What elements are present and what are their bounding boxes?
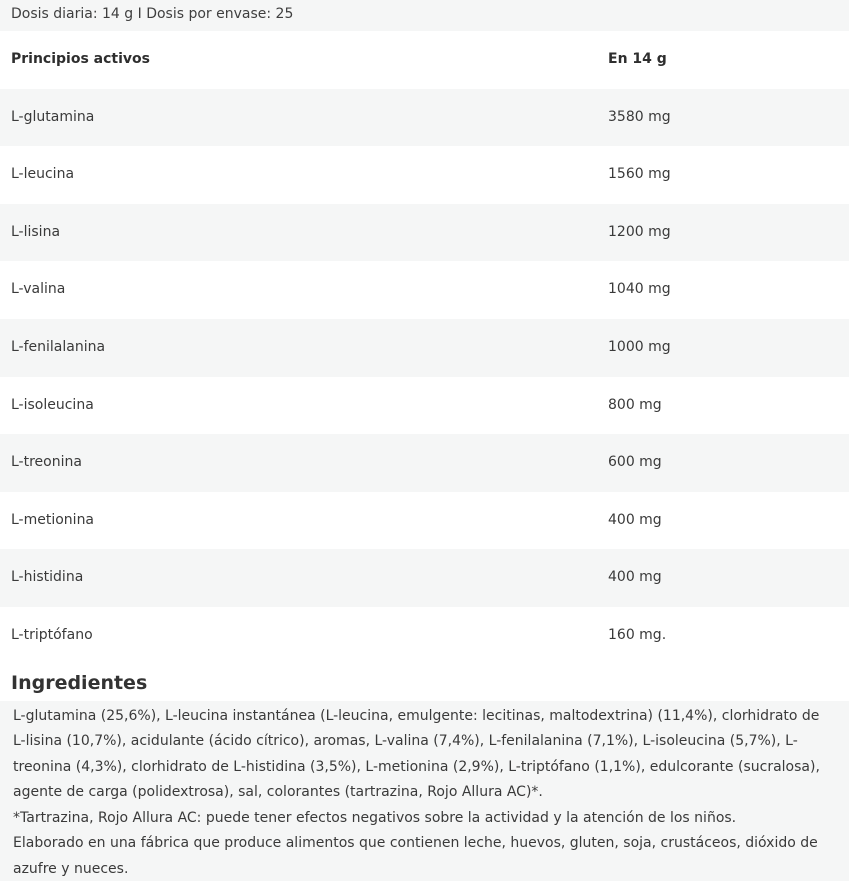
active-ingredients-table	[0, 31, 849, 665]
row-amount: 1560 mg	[608, 166, 671, 183]
row-amount: 800 mg	[608, 396, 662, 413]
row-name: L-fenilalanina	[11, 338, 106, 355]
daily-dose-line: Dosis diaria: 14 g I Dosis por envase: 25	[0, 0, 849, 31]
row-amount: 1040 mg	[608, 281, 671, 298]
table-row	[0, 607, 849, 665]
table-row	[0, 319, 849, 377]
row-name: L-glutamina	[11, 108, 95, 125]
row-amount: 160 mg.	[608, 626, 667, 643]
header-amount: En 14 g	[608, 51, 667, 67]
row-name: L-histidina	[11, 569, 84, 586]
header-principles: Principios activos	[11, 51, 150, 67]
table-row	[0, 434, 849, 492]
ingredients-list: L-glutamina (25,6%), L-leucina instantánea (L-leucina, emulgente: lecitinas, maltodextrina) (11,4%), clorhidrato de L-lisina (10,7%), acidulante (ácido cítrico), aromas, L-valina (7,4%), L-fenilalanina (7,1%), L-isoleucina (5,7%), L-treonina (4,3%), clorhidrato de L-histidina (3,5%), L-metionina (2,9%), L-triptófano (1,1%), edulcorante (sucralosa), agente de carga (polidextrosa), sal, colorantes (tartrazina, Rojo Allura AC)*.	[13, 707, 820, 801]
table-row	[0, 377, 849, 435]
row-amount: 3580 mg	[608, 108, 671, 125]
table-row	[0, 89, 849, 147]
row-name: L-leucina	[11, 166, 75, 183]
allergen-notice: Elaborado en una fábrica que produce alimentos que contienen leche, huevos, gluten, soja, crustáceos, dióxido de azufre y nueces.	[13, 835, 818, 877]
table-header-row	[0, 31, 849, 89]
ingredients-heading: Ingredientes	[0, 665, 849, 701]
row-amount: 400 mg	[608, 511, 662, 528]
table-row	[0, 549, 849, 607]
row-amount: 1000 mg	[608, 338, 671, 355]
row-name: L-valina	[11, 281, 66, 298]
row-amount: 1200 mg	[608, 223, 671, 240]
row-name: L-lisina	[11, 223, 61, 240]
row-name: L-metionina	[11, 511, 95, 528]
colorant-warning: *Tartrazina, Rojo Allura AC: puede tener efectos negativos sobre la actividad y la atención de los niños.	[13, 809, 737, 826]
table-row	[0, 146, 849, 204]
row-name: L-treonina	[11, 454, 82, 471]
row-name: L-triptófano	[11, 626, 93, 643]
table-row	[0, 492, 849, 550]
row-name: L-isoleucina	[11, 396, 94, 413]
table-row	[0, 204, 849, 262]
row-amount: 400 mg	[608, 569, 662, 586]
row-amount: 600 mg	[608, 454, 662, 471]
table-row	[0, 261, 849, 319]
ingredients-section	[0, 701, 849, 881]
